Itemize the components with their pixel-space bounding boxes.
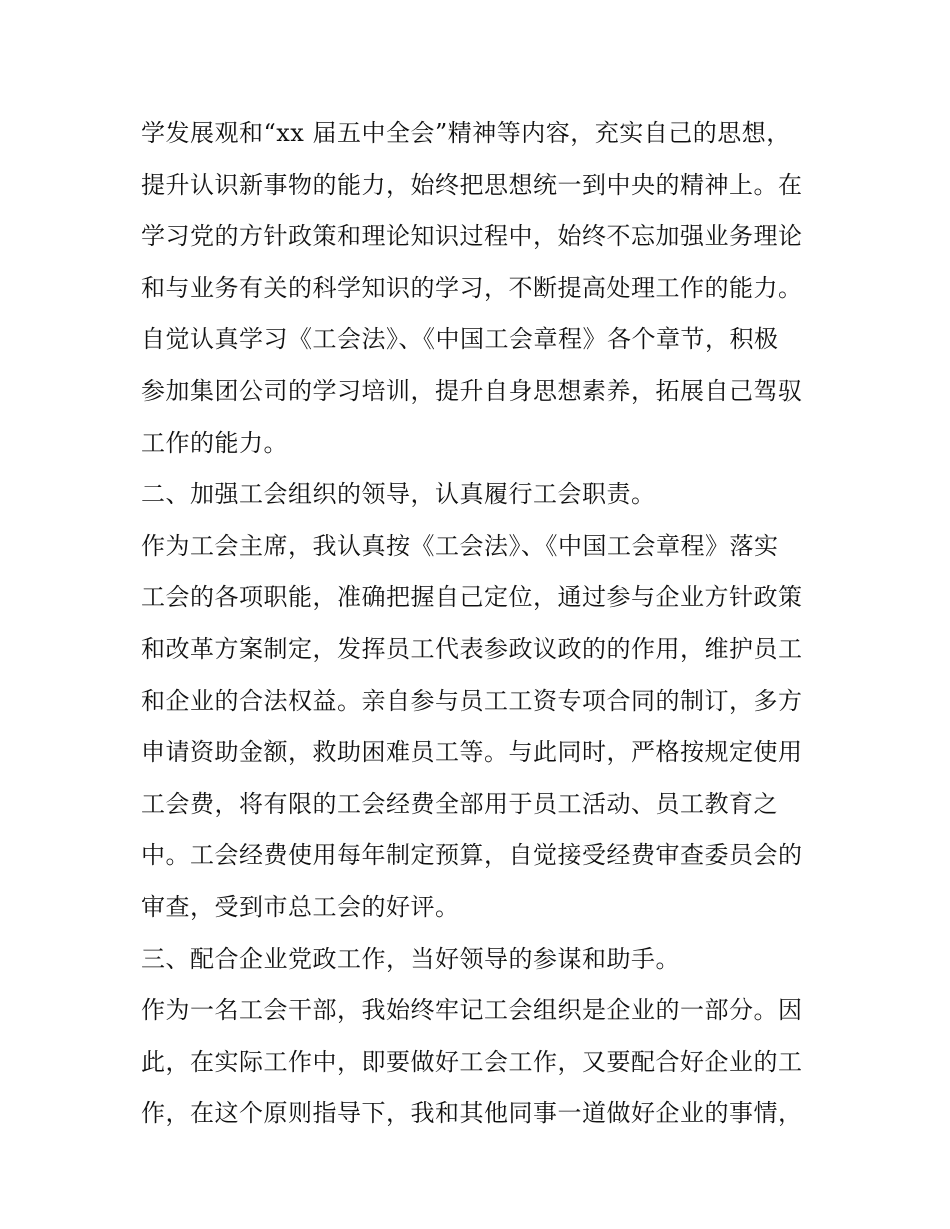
text-line: 学习党的方针政策和理论知识过程中，始终不忘加强业务理论 bbox=[141, 222, 803, 251]
text-line: 工会费，将有限的工会经费全部用于员工活动、员工教育之 bbox=[141, 789, 778, 818]
text-line: 参加集团公司的学习培训，提升自身思想素养，拓展自己驾驭 bbox=[141, 376, 803, 405]
text-line: 审查，受到市总工会的好评。 bbox=[141, 892, 460, 921]
text-line: 中。工会经费使用每年制定预算，自觉接受经费审查委员会的 bbox=[141, 841, 803, 870]
text-line: 作，在这个原则指导下，我和其他同事一道做好企业的事情， bbox=[141, 1099, 803, 1128]
document-body bbox=[141, 108, 831, 1140]
text-line: 学发展观和“xx 届五中全会”精神等内容，充实自己的思想， bbox=[141, 119, 791, 147]
section-heading-2: 二、加强工会组织的领导，认真履行工会职责。 bbox=[141, 480, 656, 509]
text-line: 作为一名工会干部，我始终牢记工会组织是企业的一部分。因 bbox=[141, 996, 803, 1025]
text-line: 自觉认真学习《工会法》、《中国工会章程》各个章节，积极 bbox=[141, 325, 779, 354]
text-line: 和与业务有关的科学知识的学习，不断提高处理工作的能力。 bbox=[141, 273, 803, 302]
text-line: 作为工会主席，我认真按《工会法》、《中国工会章程》落实 bbox=[141, 531, 779, 560]
text-line: 申请资助金额，救助困难员工等。与此同时，严格按规定使用 bbox=[141, 738, 803, 767]
text-line: 和改革方案制定，发挥员工代表参政议政的的作用，维护员工 bbox=[141, 634, 803, 663]
text-line: 工作的能力。 bbox=[141, 428, 288, 457]
text-line: 工会的各项职能，准确把握自己定位，通过参与企业方针政策 bbox=[141, 583, 803, 612]
text-line: 提升认识新事物的能力，始终把思想统一到中央的精神上。在 bbox=[141, 170, 803, 199]
text-line: 和企业的合法权益。亲自参与员工工资专项合同的制订，多方 bbox=[141, 686, 803, 715]
text-line: 此，在实际工作中，即要做好工会工作，又要配合好企业的工 bbox=[141, 1047, 803, 1076]
section-heading-3: 三、配合企业党政工作，当好领导的参谋和助手。 bbox=[141, 944, 680, 973]
